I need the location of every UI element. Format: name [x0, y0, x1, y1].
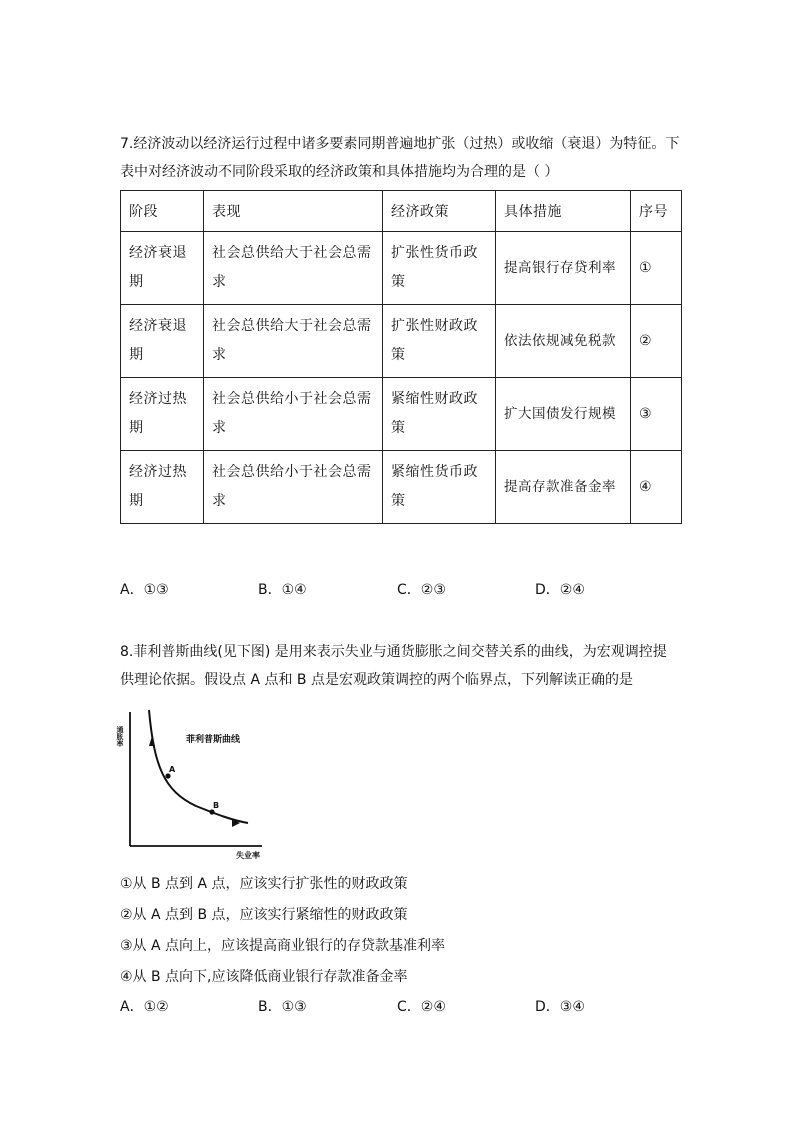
question-8-text: 8.菲利普斯曲线(见下图) 是用来表示失业与通货膨胀之间交替关系的曲线，为宏观调控提供理论依据。假设点 A 点和 B 点是宏观政策调控的两个临界点，下列解读正确的是 [120, 644, 667, 688]
option-a[interactable]: A．①③ [120, 582, 169, 598]
point-a [165, 773, 170, 778]
cell-measure: 扩大国债发行规模 [496, 378, 631, 451]
cell-stage: 经济衰退期 [121, 232, 204, 305]
question-7-text: 7.经济波动以经济运行过程中诸多要素同期普遍地扩张（过热）或收缩（衰退）为特征。下表中对经济波动不同阶段采取的经济政策和具体措施均为合理的是（ ） [120, 136, 680, 180]
cell-policy: 扩张性财政政策 [383, 305, 496, 378]
point-a-label: A [169, 765, 176, 774]
question-8-options [120, 996, 720, 1016]
option-b[interactable]: B．①③ [258, 999, 307, 1015]
cell-number: ③ [631, 378, 682, 451]
statement-2: ②从 A 点到 B 点，应该实行紧缩性的财政政策 [120, 907, 408, 923]
header-performance: 表现 [204, 191, 383, 232]
cell-performance: 社会总供给小于社会总需求 [204, 378, 383, 451]
cell-measure: 依法依规减免税款 [496, 305, 631, 378]
cell-policy: 扩张性货币政策 [383, 232, 496, 305]
figure-title: 菲利普斯曲线 [186, 735, 241, 745]
phillips-curve [149, 710, 248, 823]
cell-policy: 紧缩性货币政策 [383, 451, 496, 524]
table-row [121, 451, 682, 524]
header-number: 序号 [631, 191, 682, 232]
point-b [209, 809, 214, 814]
phillips-curve-figure [116, 706, 266, 866]
statement-1: ①从 B 点到 A 点，应该实行扩张性的财政政策 [120, 876, 408, 892]
option-c[interactable]: C．②④ [397, 999, 446, 1015]
header-measure: 具体措施 [496, 191, 631, 232]
cell-number: ② [631, 305, 682, 378]
question-7-options [120, 579, 720, 599]
option-b[interactable]: B．①④ [258, 582, 307, 598]
option-d[interactable]: D．②④ [535, 582, 585, 598]
header-stage: 阶段 [121, 191, 204, 232]
curve-arrow-up [149, 736, 155, 746]
x-axis-label: 失业率 [236, 851, 260, 860]
cell-performance: 社会总供给小于社会总需求 [204, 451, 383, 524]
cell-performance: 社会总供给大于社会总需求 [204, 305, 383, 378]
header-policy: 经济政策 [383, 191, 496, 232]
statement-3: ③从 A 点向上，应该提高商业银行的存贷款基准利率 [120, 938, 446, 954]
cell-measure: 提高银行存贷利率 [496, 232, 631, 305]
cell-number: ① [631, 232, 682, 305]
table-row [121, 232, 682, 305]
y-axis-label: 通胀率 [116, 726, 124, 747]
table-header-row [121, 191, 682, 232]
statement-4: ④从 B 点向下,应该降低商业银行存款准备金率 [120, 969, 408, 985]
cell-stage: 经济衰退期 [121, 305, 204, 378]
table-row [121, 378, 682, 451]
option-a[interactable]: A．①② [120, 999, 169, 1015]
cell-measure: 提高存款准备金率 [496, 451, 631, 524]
option-d[interactable]: D．③④ [535, 999, 585, 1015]
table-row [121, 305, 682, 378]
option-c[interactable]: C．②③ [397, 582, 446, 598]
cell-stage: 经济过热期 [121, 451, 204, 524]
policy-table [120, 190, 682, 524]
cell-number: ④ [631, 451, 682, 524]
cell-performance: 社会总供给大于社会总需求 [204, 232, 383, 305]
point-b-label: B [213, 801, 220, 810]
cell-stage: 经济过热期 [121, 378, 204, 451]
cell-policy: 紧缩性财政政策 [383, 378, 496, 451]
